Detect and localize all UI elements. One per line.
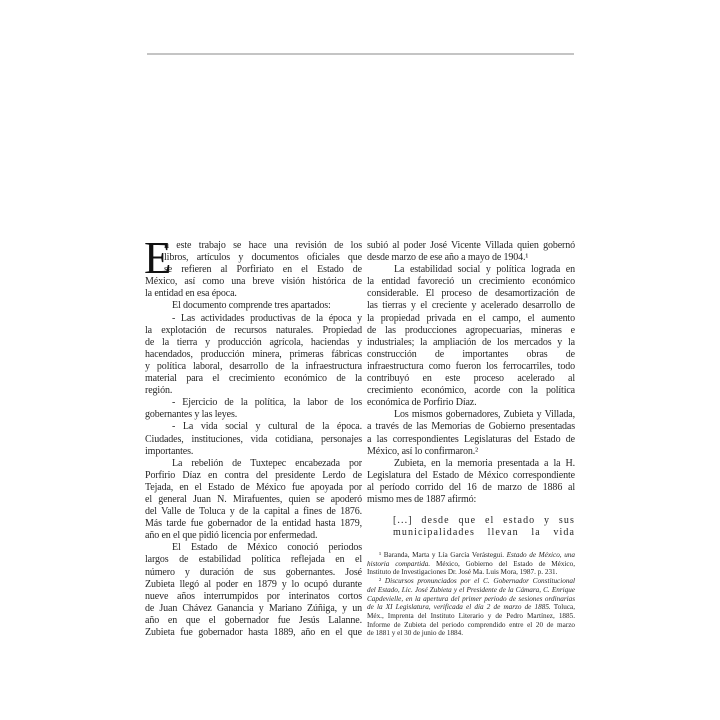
paragraph (367, 409, 575, 457)
footnote (367, 577, 575, 638)
footnote-line (367, 595, 575, 604)
text-line: la explotación de recursos naturales. Propiedad (145, 324, 362, 336)
text-line: de las producciones agropecuarias, mineras e (367, 324, 575, 336)
footnote-text: Instituto de Investigaciones Dr. José Ma. Luis Mora, 1987. p. 231. (367, 568, 558, 577)
text-line: se refieren al Porfiriato en el Estado de (164, 264, 362, 276)
footnote-text: Informe de Zubieta del periodo comprendido entre el 20 de marzo (367, 620, 575, 629)
text-line: desde marzo de ese año a mayo de 1904.¹ (367, 252, 529, 264)
footnote-line (367, 612, 575, 621)
text-line: - La vida social y cultural de la época. (172, 421, 362, 433)
text-line: región. (145, 385, 173, 397)
text-line: económica de Porfirio Díaz. (367, 397, 477, 409)
text-line: nueve años interrumpidos por interinatos cortos (145, 590, 362, 602)
text-line: del Valle de Toluca y de la capital a fines de 1876. (145, 506, 362, 518)
footnote-italic-text: de la XI Legislatura, verificada el día 2 de marzo de 1885. (367, 603, 551, 612)
paragraph (145, 300, 362, 312)
paragraph (367, 458, 575, 506)
footnote-line (367, 586, 575, 595)
text-line: El Estado de México conoció periodos (172, 542, 362, 554)
text-line: la propiedad privada en el campo, el aumento (367, 312, 575, 324)
text-line: las tierras y el creciente y acelerado desarrollo de (367, 300, 575, 312)
text-line: hacendados, producción minera, primeras fábricas (145, 348, 362, 360)
text-line: Más tarde fue gobernador de la entidad hasta 1879, (145, 518, 362, 530)
paragraph (145, 421, 362, 457)
text-line: considerable. El proceso de desamortización de (367, 288, 575, 300)
text-line: Zubieta llegó al poder en 1879 y lo ocupó durante (145, 578, 362, 590)
text-line: construcción de importantes obras de (367, 348, 575, 360)
text-line: El documento comprende tres apartados: (172, 300, 331, 312)
footnote-text: ¹ Baranda, Marta y Lía García Verástegui. (379, 551, 507, 560)
text-line: subió al poder José Vicente Villada quien gobernó (367, 240, 575, 251)
text-line: mismo mes de 1887 afirmó: (367, 493, 477, 505)
text-line: año en el que pidió licencia por enfermedad. (145, 530, 318, 542)
footnote-text: Méx., Imprenta del Instituto Literario y de Pedro Martínez, 1885. (367, 611, 575, 620)
text-line: [...] desde que el estado y sus (393, 515, 575, 527)
footnote-line (367, 560, 575, 569)
text-line: Zubieta, en la memoria presentada a la H. (394, 457, 575, 469)
text-line: La rebelión de Tuxtepec encabezada por (172, 457, 362, 469)
footnote (367, 551, 575, 577)
paragraph (144, 233, 362, 300)
footnotes (367, 551, 575, 638)
text-line: n este trabajo se hace una revisión de los (164, 240, 362, 251)
footnote-italic-text: Discursos pronunciados por el C. Gobernador Constitucional (384, 577, 575, 586)
footnote-line (367, 568, 575, 577)
footnote-line (367, 629, 575, 638)
text-line: año en que el gobernador fue Jesús Lalanne. (145, 614, 362, 626)
paragraph (367, 240, 575, 264)
block-quote (367, 515, 575, 539)
footnote-italic-text: Capdevielle, en la apertura del primer periodo de sesiones ordinarias (367, 594, 575, 603)
text-line: importantes. (145, 445, 194, 457)
footnote-text: México, Gobierno del Estado de México, (430, 559, 575, 568)
text-line: de Juan Chávez Ganancia y Mariano Zúñiga, y un (145, 602, 362, 614)
text-line: municipalidades llevan la vida (393, 527, 575, 539)
text-line: México, así como una breve visión histórica de (145, 276, 362, 288)
text-line: - Ejercicio de la política, la labor de los (172, 397, 362, 409)
footnote-italic-text: Estado de México, una (506, 551, 575, 560)
text-line: Ciudades, instituciones, vida cotidiana, personajes (145, 433, 362, 445)
text-line: crecimiento económico, acorde con la política (367, 385, 575, 397)
text-line: La estabilidad social y política lograda en (394, 264, 575, 276)
footnote-line (367, 551, 575, 560)
footnote-line (367, 621, 575, 630)
paragraph (145, 397, 362, 421)
paragraph (145, 313, 362, 398)
paragraph (145, 458, 362, 543)
text-line: el general Juan N. Mirafuentes, quien se apoderó (145, 493, 362, 505)
left-column (144, 233, 362, 639)
footnote-text: ² (379, 577, 385, 586)
text-line: Porfirio Díaz en contra del presidente Lerdo de (145, 469, 362, 481)
text-line: la entidad favoreció un crecimiento económico (367, 276, 575, 288)
right-column (367, 240, 575, 638)
text-line: industriales; la ampliación de los mercados y la (367, 336, 575, 348)
drop-cap: E (144, 233, 172, 283)
footnote-italic-text: historia compartida. (367, 559, 431, 568)
text-line: y política laboral, desarrollo de la infraestructura (145, 360, 362, 372)
text-line: gobernantes y las leyes. (145, 409, 238, 421)
text-line: - Las actividades productivas de la época y (172, 312, 362, 324)
header-rule (147, 53, 574, 55)
text-line: contribuyó en este proceso acelerado al (367, 373, 575, 385)
text-line: largos de estabilidad política reflejada en el (145, 554, 362, 566)
footnote-line (367, 603, 575, 612)
text-line: Los mismos gobernadores, Zubieta y Villada, (394, 409, 575, 421)
paragraph (367, 264, 575, 409)
text-line: libros, artículos y documentos oficiales que (164, 252, 362, 264)
text-line: Tejada, en el Estado de México fue apoyada por (145, 481, 362, 493)
text-line: Zubieta fue gobernador hasta 1889, año en el que (145, 627, 362, 638)
text-line: México, así lo confirmaron.² (367, 445, 478, 457)
text-line: a través de las Memorias de Gobierno presentadas (367, 421, 575, 433)
text-line: al período corrido del 16 de marzo de 1886 al (367, 481, 575, 493)
text-line: Legislatura del Estado de México correspondiente (367, 469, 575, 481)
text-line: número y duración de sus gobernantes. José (145, 566, 362, 578)
footnote-line (367, 577, 575, 586)
text-line: material para el crecimiento económico de la (145, 373, 362, 385)
footnote-text: de 1881 y el 30 de junio de 1884. (367, 629, 464, 638)
text-line: la entidad en esa época. (145, 288, 237, 300)
text-line: de la tierra y producción agrícola, haciendas y (145, 336, 362, 348)
text-line: a las correspondientes Legislaturas del Estado de (367, 433, 575, 445)
text-line: infraestructura como fueron los ferrocarriles, todo (367, 360, 575, 372)
paragraph (145, 542, 362, 639)
footnote-italic-text: del Estado, Lic. José Zubieta y el Presidente de la Cámara, C. Enrique (367, 585, 575, 594)
footnote-text: Toluca, (550, 603, 576, 612)
